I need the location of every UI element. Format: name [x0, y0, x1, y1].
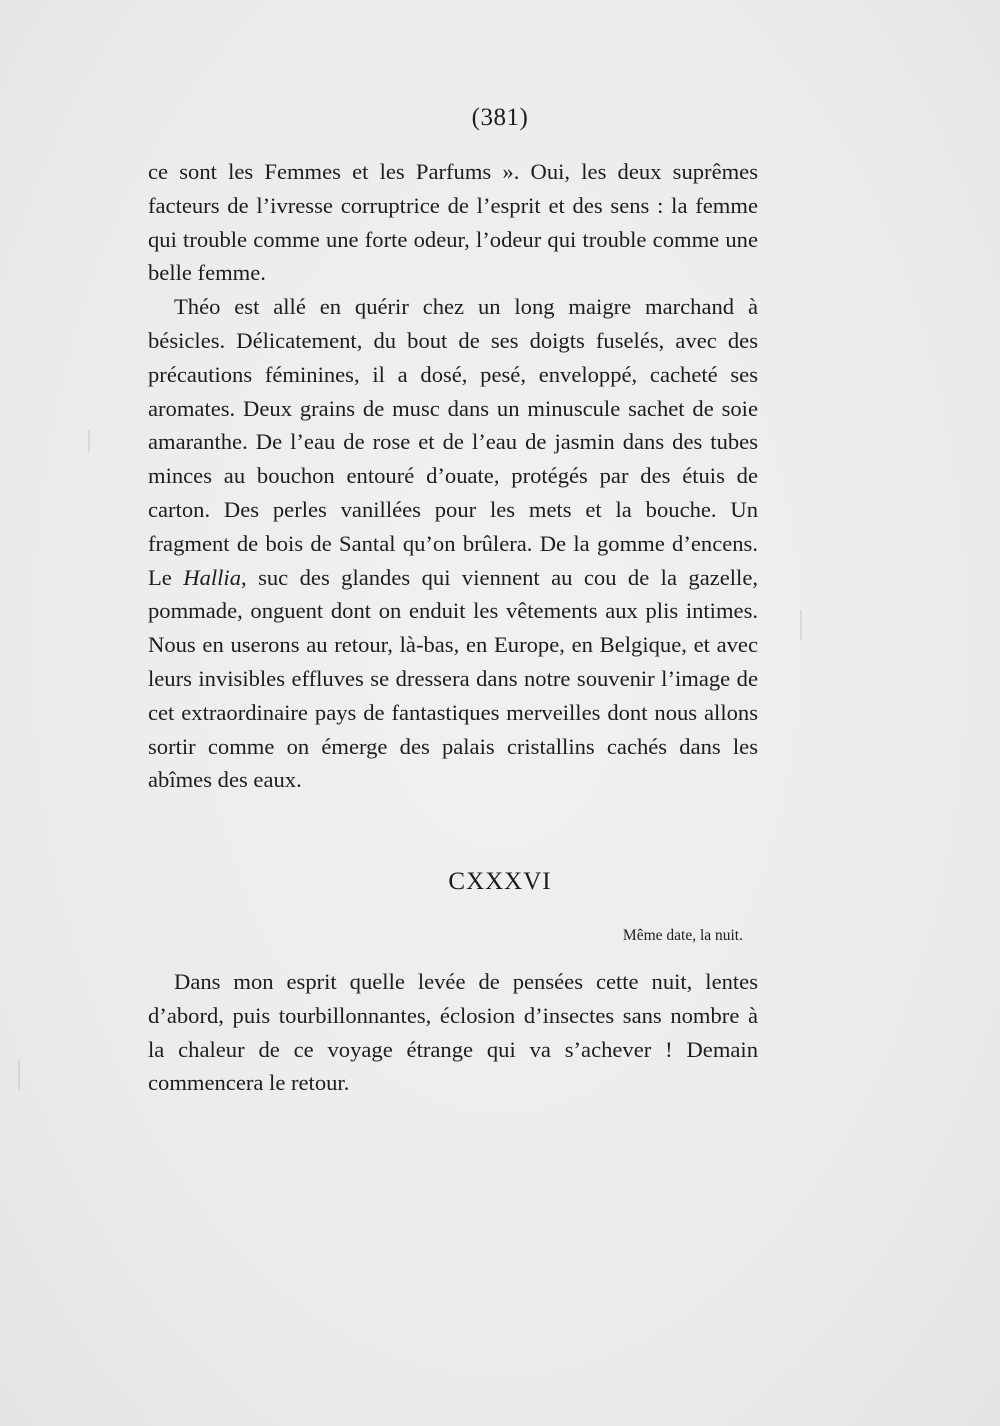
text-line: cou de la gazelle, pommade, onguent dont on enduit les	[148, 564, 759, 624]
chapter-heading: CXXXVI	[448, 868, 552, 895]
text-line: en Europe, en Belgique, et avec leurs invisibles effluves se	[148, 632, 758, 691]
paragraph	[148, 290, 758, 797]
scan-mark	[18, 1060, 20, 1090]
text-line: précautions féminines, il a dosé, pesé, enveloppé, cacheté ses	[148, 361, 758, 387]
scan-mark	[88, 430, 90, 452]
section-body	[148, 965, 758, 1100]
text-line: qui trouble comme une forte odeur, l’odeur qui trouble	[148, 226, 647, 252]
text-line: dressera dans notre souvenir l’image de cet extraordinaire	[148, 665, 758, 725]
text-line: Dans mon esprit quelle levée de pensées cette nuit, lentes	[174, 969, 758, 994]
text-fragment: gomme d’encens. Le	[148, 530, 758, 590]
text-line: pays de fantastiques merveilles dont nous allons sortir comme	[148, 699, 758, 759]
text-line: bésicles. Délicatement, du bout de ses doigts fuselés, avec des	[148, 327, 758, 353]
text-line: bouche. Un fragment de bois de Santal qu’on brûlera. De la	[148, 496, 758, 556]
text-line: nombre à la chaleur de ce voyage étrange qui va s’achever !	[148, 1002, 758, 1062]
text-line: d’abord, puis tourbillonnantes, éclosion d’insectes sans	[148, 1002, 662, 1028]
text-line: ce sont les Femmes et les Parfums ». Oui, les deux suprêmes	[148, 159, 758, 184]
text-line: facteurs de l’ivresse corruptrice de l’esprit et des sens : la femme	[148, 192, 758, 218]
text-line: eaux.	[253, 767, 302, 793]
text-line: Demain commencera le retour.	[148, 1036, 758, 1096]
paragraph	[148, 965, 758, 1100]
dateline: Même date, la nuit.	[622, 927, 743, 944]
text-line: vêtements aux plis intimes. Nous en userons au retour, là-bas,	[148, 598, 759, 658]
text-line: des tubes minces au bouchon entouré d’ouate, protégés par	[148, 429, 758, 489]
page-number: (381)	[471, 104, 529, 131]
text-line: comme une belle femme.	[148, 226, 758, 286]
scan-mark	[800, 610, 802, 640]
text-line: Théo est allé en quérir chez un long maigre marchand à	[174, 294, 758, 320]
section-body	[148, 155, 758, 797]
text-line: aromates. Deux grains de musc dans un minuscule sachet de	[148, 395, 714, 421]
paragraph	[148, 155, 758, 290]
text-line: soie amaranthe. De l’eau de rose et de l’eau de jasmin dans	[148, 395, 758, 455]
text-fragment: , suc des glandes qui viennent au	[241, 564, 573, 590]
text-line: des étuis de carton. Des perles vanillées pour les mets et la	[148, 463, 758, 522]
text-line: on émerge des palais cristallins cachés dans les abîmes des	[148, 733, 758, 793]
italic-term: Hallia	[183, 564, 242, 590]
